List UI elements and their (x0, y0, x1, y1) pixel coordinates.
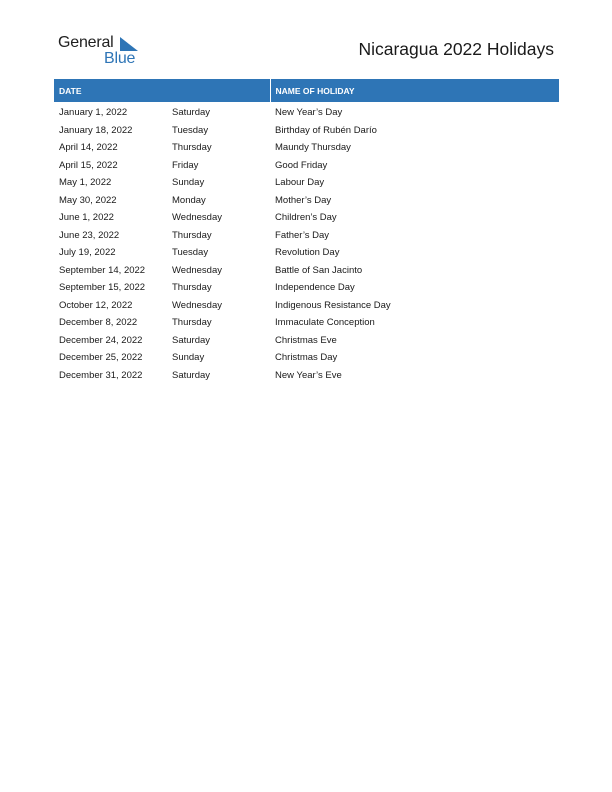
holiday-weekday-cell: Thursday (172, 142, 212, 154)
holiday-name-cell: Revolution Day (275, 247, 340, 259)
holiday-date-cell: May 30, 2022 (59, 194, 117, 206)
logo-word-general: General (58, 34, 114, 51)
column-header-date: DATE (54, 79, 270, 102)
table-row (54, 367, 559, 385)
holiday-name-cell: New Year’s Eve (275, 369, 342, 381)
logo-word-blue: Blue (104, 50, 136, 67)
table-row (54, 244, 559, 262)
holiday-weekday-cell: Wednesday (172, 264, 222, 276)
holiday-weekday-cell: Wednesday (172, 212, 222, 224)
holiday-date-cell: April 14, 2022 (59, 142, 118, 154)
holiday-weekday-cell: Wednesday (172, 299, 222, 311)
holiday-weekday-cell: Monday (172, 194, 206, 206)
table-row (54, 209, 559, 227)
holiday-date-cell: June 1, 2022 (59, 212, 114, 224)
holiday-date-cell: May 1, 2022 (59, 177, 112, 189)
holiday-weekday-cell: Tuesday (172, 124, 209, 136)
table-row (54, 157, 559, 175)
table-row (54, 349, 559, 367)
generalblue-logo (58, 34, 148, 68)
table-row (54, 174, 559, 192)
holiday-name-cell: Mother’s Day (275, 194, 332, 206)
holiday-date-cell: December 31, 2022 (59, 369, 143, 381)
table-row (54, 279, 559, 297)
holiday-name-cell: Father’s Day (275, 229, 330, 241)
table-row (54, 314, 559, 332)
table-row (54, 262, 559, 280)
table-row (54, 192, 559, 210)
page-title: Nicaragua 2022 Holidays (358, 39, 554, 59)
holiday-date-cell: January 18, 2022 (59, 124, 133, 136)
holiday-name-cell: New Year’s Day (275, 107, 343, 119)
holiday-weekday-cell: Saturday (172, 369, 211, 381)
holiday-weekday-cell: Tuesday (172, 247, 209, 259)
holiday-name-cell: Indigenous Resistance Day (275, 299, 391, 311)
column-header-holiday: NAME OF HOLIDAY (270, 79, 559, 102)
holiday-date-cell: December 8, 2022 (59, 317, 138, 329)
holiday-date-cell: September 14, 2022 (59, 264, 146, 276)
holiday-name-cell: Christmas Eve (275, 334, 337, 346)
holiday-weekday-cell: Thursday (172, 317, 212, 329)
holiday-weekday-cell: Sunday (172, 352, 205, 364)
table-row (54, 122, 559, 140)
holiday-date-cell: September 15, 2022 (59, 282, 146, 294)
holiday-name-cell: Good Friday (275, 159, 328, 171)
holiday-weekday-cell: Saturday (172, 334, 211, 346)
table-row (54, 139, 559, 157)
holiday-date-cell: October 12, 2022 (59, 299, 133, 311)
table-header-row (54, 79, 559, 102)
holiday-table (54, 79, 559, 384)
holiday-date-cell: April 15, 2022 (59, 159, 118, 171)
holiday-weekday-cell: Friday (172, 159, 199, 171)
holiday-date-cell: January 1, 2022 (59, 107, 128, 119)
holiday-name-cell: Immaculate Conception (275, 317, 375, 329)
holiday-date-cell: June 23, 2022 (59, 229, 120, 241)
holiday-weekday-cell: Saturday (172, 107, 211, 119)
holiday-name-cell: Independence Day (275, 282, 355, 294)
table-row (54, 332, 559, 350)
holiday-name-cell: Christmas Day (275, 352, 338, 364)
holiday-date-cell: July 19, 2022 (59, 247, 116, 259)
holiday-weekday-cell: Sunday (172, 177, 205, 189)
logo-triangle-icon (120, 37, 138, 51)
holiday-name-cell: Birthday of Rubén Darío (275, 124, 377, 136)
holiday-date-cell: December 24, 2022 (59, 334, 143, 346)
table-row (54, 102, 559, 122)
holiday-name-cell: Children’s Day (275, 212, 337, 224)
holiday-date-cell: December 25, 2022 (59, 352, 143, 364)
holiday-name-cell: Labour Day (275, 177, 325, 189)
holiday-name-cell: Battle of San Jacinto (275, 264, 363, 276)
holiday-name-cell: Maundy Thursday (275, 142, 351, 154)
table-body (54, 102, 559, 384)
holiday-weekday-cell: Thursday (172, 282, 212, 294)
table-row (54, 297, 559, 315)
table-row (54, 227, 559, 245)
holiday-weekday-cell: Thursday (172, 229, 212, 241)
